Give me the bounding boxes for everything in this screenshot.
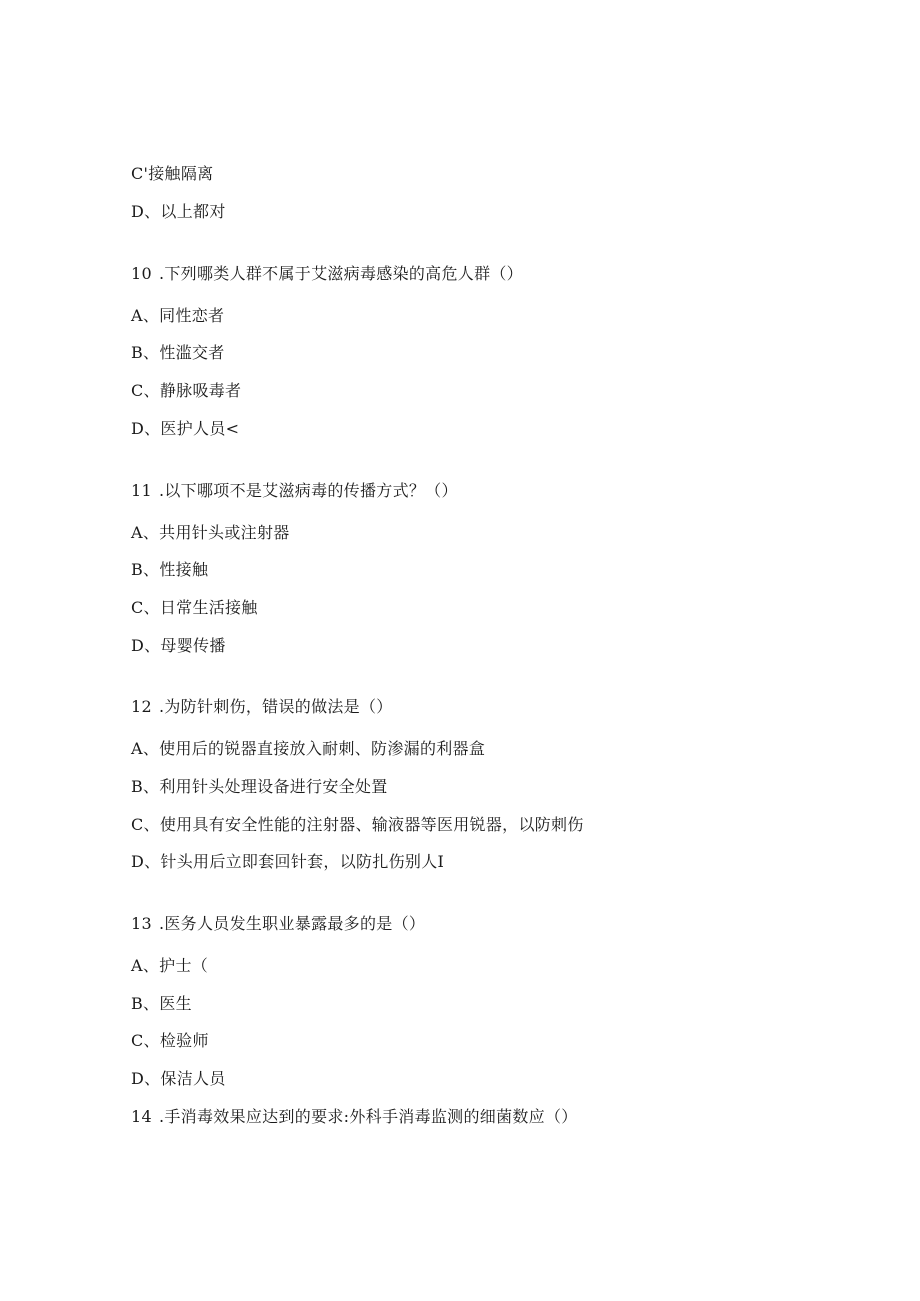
question-number: 14	[131, 1107, 152, 1126]
option-a: A、同性恋者	[131, 306, 225, 325]
option-a: A、护士（	[131, 956, 209, 975]
question-number: 13	[131, 914, 152, 933]
option-c: C、静脉吸毒者	[131, 381, 242, 400]
option-a: A、使用后的锐器直接放入耐刺、防渗漏的利器盒	[131, 739, 486, 758]
question-text: .医务人员发生职业暴露最多的是（）	[159, 914, 426, 933]
question-text: .为防针刺伤，错误的做法是（）	[159, 697, 393, 716]
question-10	[131, 264, 523, 284]
option-a: A、共用针头或注射器	[131, 523, 290, 542]
question-14	[131, 1107, 578, 1127]
option-b: B、医生	[131, 994, 192, 1013]
question-13	[131, 914, 425, 934]
option-c: C、检验师	[131, 1031, 209, 1050]
option-b: B、性接触	[131, 560, 209, 579]
question-12	[131, 697, 393, 717]
question-text: .手消毒效果应达到的要求:外科手消毒监测的细菌数应（）	[159, 1107, 578, 1126]
option-d: D、保洁人员	[131, 1069, 226, 1088]
question-text: .以下哪项不是艾滋病毒的传播方式？（）	[159, 481, 458, 500]
question-number: 12	[131, 697, 152, 716]
option-d: D、医护人员<	[131, 419, 240, 438]
option-c: C、使用具有安全性能的注射器、输液器等医用锐器，以防刺伤	[131, 815, 584, 834]
question-number: 11	[131, 481, 152, 500]
option-c: C、日常生活接触	[131, 598, 258, 617]
option-d: D、以上都对	[131, 202, 226, 221]
option-b: B、利用针头处理设备进行安全处置	[131, 777, 388, 796]
question-number: 10	[131, 264, 152, 283]
question-11	[131, 481, 458, 501]
option-d: D、母婴传播	[131, 636, 226, 655]
option-d: D、针头用后立即套回针套，以防扎伤别人I	[131, 852, 445, 871]
question-text: .下列哪类人群不属于艾滋病毒感染的高危人群（）	[159, 264, 523, 283]
option-b: B、性滥交者	[131, 343, 225, 362]
option-c: C'接触隔离	[131, 164, 214, 183]
